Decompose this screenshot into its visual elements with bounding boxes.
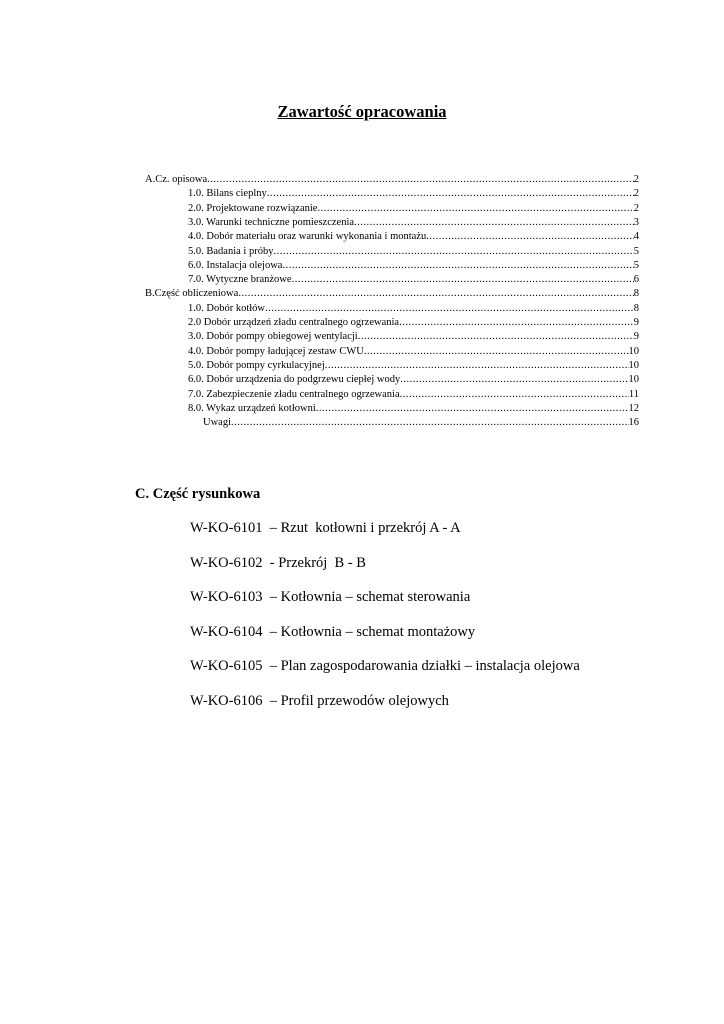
toc-entry-page: 5 (633, 259, 639, 271)
toc-entry-label: 5.0. Badania i próby (188, 245, 274, 257)
drawing-entry: W-KO-6104 – Kotłownia – schemat montażowy (190, 623, 476, 640)
toc-leader-dots (354, 217, 634, 229)
toc-entry-page: 8 (633, 302, 639, 314)
toc-entry-label: 1.0. Dobór kotłów (188, 302, 265, 314)
toc-entry-label: 4.0. Dobór pompy ładującej zestaw CWU (188, 345, 364, 357)
toc-entry (188, 317, 639, 330)
toc-leader-dots (364, 346, 629, 358)
toc-leader-dots (317, 203, 633, 215)
toc-entry-page: 2 (633, 188, 639, 200)
drawing-entry: W-KO-6103 – Kotłownia – schemat sterowania (190, 589, 471, 605)
toc-leader-dots (238, 288, 633, 300)
toc-leader-dots (316, 403, 629, 415)
toc-entry-page: 5 (633, 245, 639, 257)
toc-entry (145, 288, 639, 301)
toc-entry-label: A.Cz. opisowa (145, 174, 208, 185)
toc-entry-label: Uwagi (203, 417, 231, 429)
toc-entry-label: 3.0. Dobór pompy obiegowej wentylacji (188, 331, 358, 343)
toc-entry (188, 389, 639, 402)
toc-entry-label: 2.0 Dobór urządzeń zładu centralnego ogrzewania (188, 317, 400, 328)
toc-entry-page: 10 (628, 345, 639, 357)
toc-entry-page: 8 (633, 288, 639, 300)
drawing-entry: W-KO-6106 – Profil przewodów olejowych (190, 692, 449, 709)
toc-entry-page: 10 (628, 374, 639, 386)
toc-entry (145, 174, 639, 187)
toc-leader-dots (265, 303, 634, 315)
toc-leader-dots (426, 231, 634, 243)
toc-entry-page: 3 (633, 216, 639, 228)
toc-entry (188, 403, 639, 416)
toc-entry-page: 9 (633, 317, 639, 328)
toc-entry-label: 6.0. Instalacja olejowa (188, 259, 283, 271)
toc-entry-page: 2 (633, 202, 639, 214)
toc-leader-dots (400, 389, 629, 401)
toc-leader-dots (292, 274, 634, 286)
toc-leader-dots (400, 374, 628, 386)
toc-entry-label: 6.0. Dobór urządzenia do podgrzewu ciepłej wody (188, 374, 401, 386)
drawing-entry: W-KO-6101 – Rzut kotłowni i przekrój A - A (190, 520, 461, 536)
toc-entry-page: 4 (633, 231, 639, 243)
toc-leader-dots (358, 331, 634, 343)
toc-entry (203, 417, 639, 430)
toc-entry-page: 6 (633, 274, 639, 286)
toc-entry (188, 246, 639, 259)
toc-leader-dots (325, 360, 629, 372)
drawing-entry: W-KO-6102 - Przekrój B - B (190, 554, 366, 571)
toc-entry-label: B.Część obliczeniowa (145, 288, 239, 300)
toc-entry-page: 16 (628, 417, 639, 429)
toc-entry-label: 2.0. Projektowane rozwiązanie (188, 202, 318, 214)
toc-leader-dots (231, 417, 629, 429)
toc-entry-page: 11 (628, 388, 639, 400)
toc-entry (188, 231, 639, 244)
toc-entry-label: 4.0. Dobór materiału oraz warunki wykonania i montażu (188, 231, 427, 243)
toc-entry (188, 346, 639, 359)
toc-entry (188, 303, 639, 316)
toc-entry (188, 188, 639, 201)
toc-leader-dots (282, 260, 633, 272)
page-title: Zawartość opracowania (277, 102, 447, 121)
toc-leader-dots (399, 317, 634, 329)
toc-entry-label: 5.0. Dobór pompy cyrkulacyjnej (188, 359, 325, 371)
toc-entry (188, 217, 639, 230)
toc-entry (188, 203, 639, 216)
toc-leader-dots (207, 174, 634, 186)
drawing-entry: W-KO-6105 – Plan zagospodarowania działki – instalacja olejowa (190, 658, 580, 674)
toc-entry-label: 1.0. Bilans cieplny (188, 188, 267, 200)
toc-entry-label: 7.0. Zabezpieczenie zładu centralnego ogrzewania (188, 388, 400, 400)
toc-entry-page: 9 (633, 331, 639, 343)
toc-entry (188, 260, 639, 273)
toc-entry (188, 274, 639, 287)
toc-entry-label: 7.0. Wytyczne branżowe (188, 274, 292, 286)
toc-entry-page: 2 (633, 174, 639, 185)
toc-leader-dots (267, 188, 634, 200)
toc-entry (188, 331, 639, 344)
toc-leader-dots (273, 246, 633, 258)
section-c-heading: C. Część rysunkowa (135, 486, 261, 502)
toc-entry-label: 8.0. Wykaz urządzeń kotłowni (188, 402, 316, 414)
toc-entry-page: 12 (628, 402, 639, 414)
toc-entry (188, 360, 639, 373)
toc-entry (188, 374, 639, 387)
toc-entry-page: 10 (628, 359, 639, 371)
toc-entry-label: 3.0. Warunki techniczne pomieszczenia (188, 216, 355, 228)
